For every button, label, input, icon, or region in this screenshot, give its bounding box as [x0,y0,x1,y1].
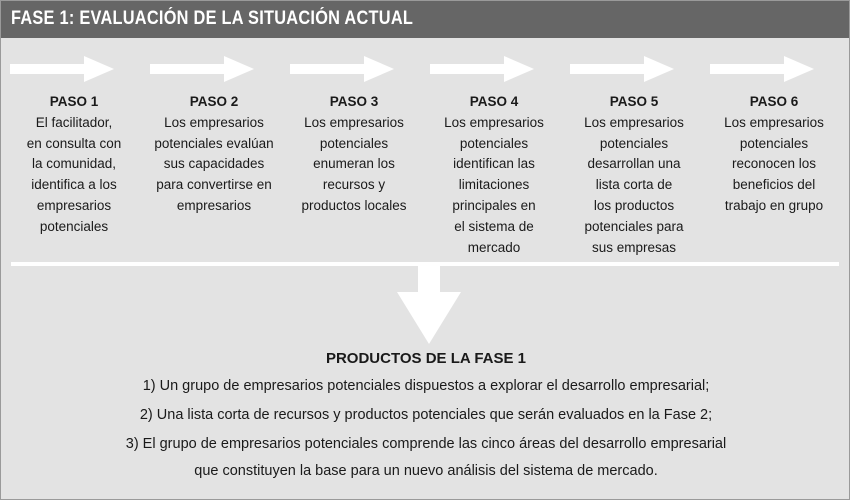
step-5-description: Los empresarios potenciales desarrollan una lista corta de los productos potenciales para sus empresas [584,114,684,255]
step-1-arrow-icon [10,56,114,82]
step-2-arrow-icon [150,56,254,82]
step-5 [568,92,700,258]
product-item-2: 2) Una lista corta de recursos y productos potenciales que serán evaluados en la Fase 2; [139,407,713,423]
step-4-description: Los empresarios potenciales identifican las limitaciones principales en el sistema de mercado [444,114,544,255]
step-4 [428,92,560,258]
step-2 [148,92,280,217]
product-item-3-continuation: que constituyen la base para un nuevo análisis del sistema de mercado. [194,463,658,479]
step-3-arrow-icon [290,56,394,82]
step-3 [288,92,420,217]
step-5-arrow-icon [570,56,674,82]
step-1-title: PASO 1 [49,94,99,109]
step-1-description: El facilitador, en consulta con la comunidad, identifica a los empresarios potenciales [26,114,122,234]
step-5-title: PASO 5 [609,94,659,109]
step-6-title: PASO 6 [749,94,799,109]
step-6-arrow-icon [710,56,814,82]
step-3-title: PASO 3 [329,94,379,109]
step-4-title: PASO 4 [469,94,519,109]
step-2-title: PASO 2 [189,94,239,109]
step-1 [8,92,140,238]
step-6-description: Los empresarios potenciales reconocen los beneficios del trabajo en grupo [724,114,824,213]
down-arrow-icon [397,262,461,344]
step-4-arrow-icon [430,56,534,82]
step-6 [708,92,840,217]
phase-title: FASE 1: EVALUACIÓN DE LA SITUACIÓN ACTUAL [11,8,414,29]
step-3-description: Los empresarios potenciales enumeran los recursos y productos locales [301,114,407,213]
header-bar [1,1,849,38]
product-item-1: 1) Un grupo de empresarios potenciales dispuestos a explorar el desarrollo empresarial; [142,378,710,394]
step-2-description: Los empresarios potenciales evalúan sus capacidades para convertirse en empresarios [154,114,274,213]
products-title: PRODUCTOS DE LA FASE 1 [325,350,527,367]
product-item-3: 3) El grupo de empresarios potenciales comprende las cinco áreas del desarrollo empresarial [125,436,727,452]
